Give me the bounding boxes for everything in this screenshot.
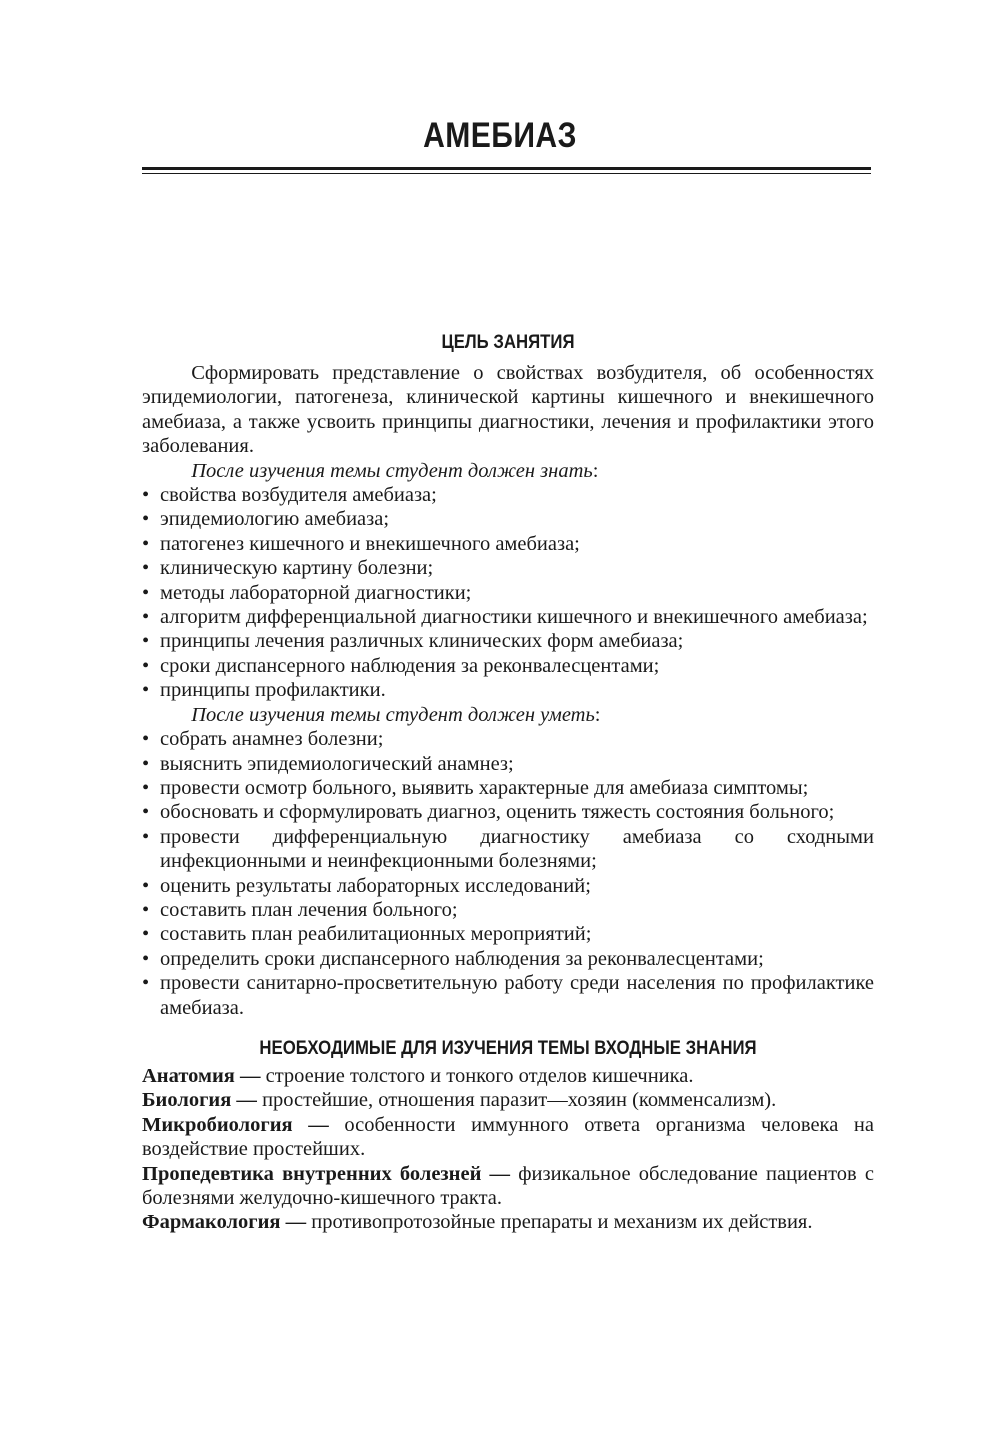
prerequisite-item <box>142 1088 874 1112</box>
list-item: • составить план лечения больного; <box>151 898 874 922</box>
list-item: • определить сроки диспансерного наблюдения за реконвалесцентами; <box>151 947 874 971</box>
title-rule-thin <box>142 173 871 174</box>
prerequisite-text: строение толстого и тонкого отделов кишечника. <box>260 1064 694 1087</box>
list-item: • алгоритм дифференциальной диагностики кишечного и внекишечного амебиаза; <box>151 605 874 629</box>
prerequisite-item <box>142 1113 874 1162</box>
prerequisite-term: Пропедевтика внутренних болезней — <box>142 1162 511 1185</box>
list-item: • патогенез кишечного и внекишечного амебиаза; <box>151 532 874 556</box>
list-item: • свойства возбудителя амебиаза; <box>151 483 874 507</box>
prerequisite-text: противопротозойные препараты и механизм их действия. <box>306 1211 813 1234</box>
list-item: • оценить результаты лабораторных исследований; <box>151 874 874 898</box>
prerequisite-text: особенности иммунного ответа организма человека на воздействие простейших. <box>142 1113 874 1161</box>
skill-lead <box>142 703 874 727</box>
prerequisite-text: простейшие, отношения паразит—хозяин (комменсализм). <box>256 1089 777 1112</box>
prerequisite-item <box>142 1210 874 1234</box>
list-item: • обосновать и сформулировать диагноз, оценить тяжесть состояния больного; <box>151 800 874 824</box>
prerequisite-item <box>142 1064 874 1088</box>
list-item: • провести осмотр больного, выявить характерные для амебиаза симптомы; <box>151 776 874 800</box>
list-item: • провести санитарно-просветительную работу среди населения по профилактике амебиаза. <box>151 971 874 1020</box>
know-lead-colon: : <box>592 459 599 482</box>
content-body <box>142 328 874 1235</box>
list-item: • провести дифференциальную диагностику амебиаза со сходными инфекционными и неинфекционными болезнями; <box>151 825 874 874</box>
prerequisite-text: физикальное обследование пациентов с болезнями желудочно-кишечного тракта. <box>142 1162 874 1209</box>
prerequisite-term: Анатомия — <box>142 1064 261 1087</box>
prerequisites-heading: НЕОБХОДИМЫЕ ДЛЯ ИЗУЧЕНИЯ ТЕМЫ ВХОДНЫЕ ЗНАНИЯ <box>259 1036 757 1059</box>
prerequisite-term: Микробиология — <box>142 1113 329 1136</box>
prerequisite-term: Фармакология — <box>142 1211 307 1234</box>
list-item: • выяснить эпидемиологический анамнез; <box>151 752 874 776</box>
know-lead <box>142 459 874 483</box>
list-item: • принципы лечения различных клинических форм амебиаза; <box>151 629 874 653</box>
chapter-title: АМЕБИАЗ <box>423 116 577 155</box>
list-item: • методы лабораторной диагностики; <box>151 581 874 605</box>
title-rule-thick <box>142 167 871 170</box>
list-item: • составить план реабилитационных мероприятий; <box>151 922 874 946</box>
prerequisite-term: Биология — <box>142 1089 257 1112</box>
list-item: • сроки диспансерного наблюдения за реконвалесцентами; <box>151 654 874 678</box>
goal-intro: Сформировать представление о свойствах возбудителя, об особенностях эпидемиологии, патогенеза, клинической картины кишечного и внекишечного амебиаза, а также усвоить принципы диагностики, лечения и профилактики этого заболевания. <box>142 362 874 458</box>
know-list <box>142 483 874 703</box>
list-item: • собрать анамнез болезни; <box>151 727 874 751</box>
list-item: • принципы профилактики. <box>151 678 874 702</box>
prerequisite-item <box>142 1162 874 1211</box>
goal-heading: ЦЕЛЬ ЗАНЯТИЯ <box>441 331 575 353</box>
skill-list <box>142 727 874 1020</box>
skill-lead-text: После изучения темы студент должен уметь <box>191 703 595 726</box>
skill-lead-colon: : <box>594 703 601 726</box>
prerequisites-list <box>142 1064 874 1235</box>
list-item: • эпидемиологию амебиаза; <box>151 507 874 531</box>
know-lead-text: После изучения темы студент должен знать <box>191 459 593 482</box>
list-item: • клиническую картину болезни; <box>151 556 874 580</box>
